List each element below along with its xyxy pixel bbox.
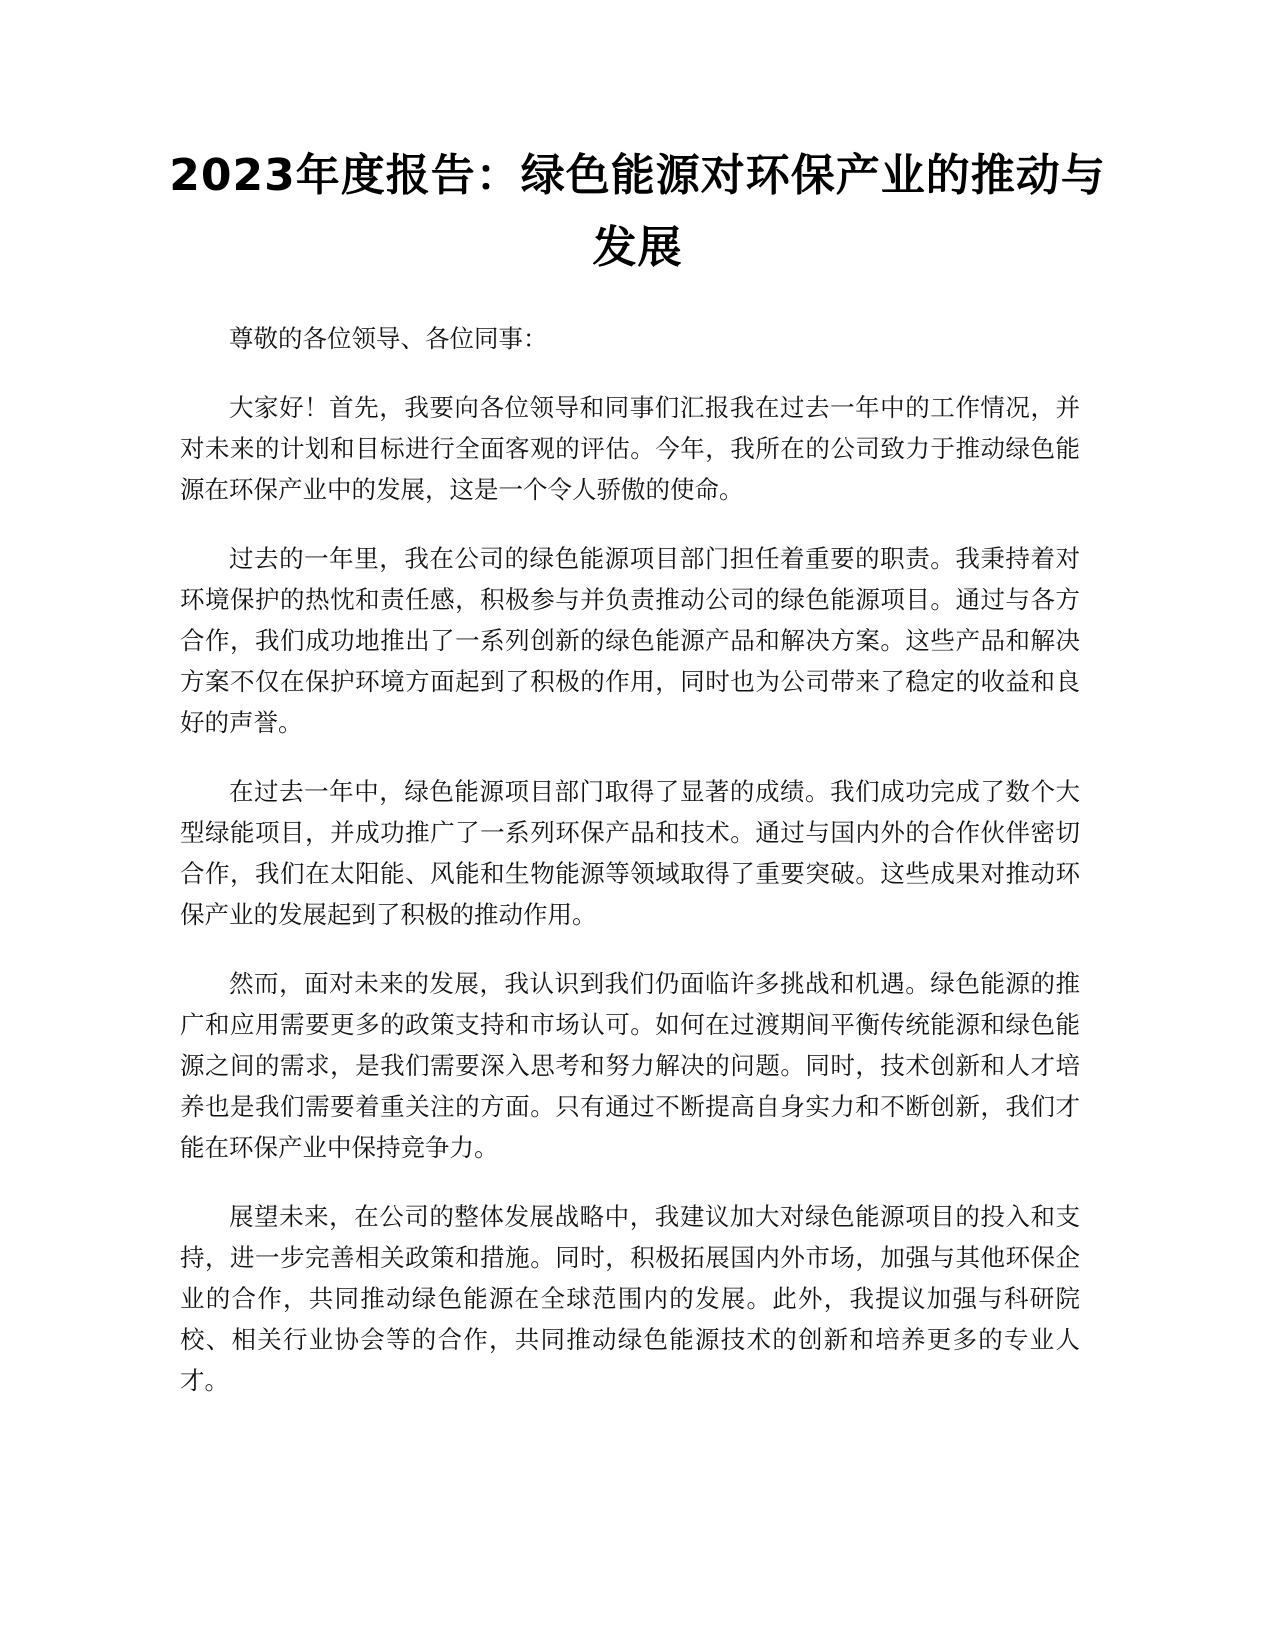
paragraph-5: 展望未来，在公司的整体发展战略中，我建议加大对绿色能源项目的投入和支持，进一步完善相关政策和措施。同时，积极拓展国内外市场，加强与其他环保企业的合作，共同推动绿色能源在全球范围内的发展。此外，我提议加强与科研院校、相关行业协会等的合作，共同推动绿色能源技术的创新和培养更多的专业人才。 — [180, 1202, 1080, 1395]
paragraph-4: 然而，面对未来的发展，我认识到我们仍面临许多挑战和机遇。绿色能源的推广和应用需要更多的政策支持和市场认可。如何在过渡期间平衡传统能源和绿色能源之间的需求，是我们需要深入思考和努力解决的问题。同时，技术创新和人才培养也是我们需要着重关注的方面。只有通过不断提高自身实力和不断创新，我们才能在环保产业中保持竞争力。 — [180, 969, 1080, 1162]
document-body — [180, 318, 1080, 1429]
paragraph-2: 过去的一年里，我在公司的绿色能源项目部门担任着重要的职责。我秉持着对环境保护的热忱和责任感，积极参与并负责推动公司的绿色能源项目。通过与各方合作，我们成功地推出了一系列创新的绿色能源产品和解决方案。这些产品和解决方案不仅在保护环境方面起到了积极的作用，同时也为公司带来了稳定的收益和良好的声誉。 — [180, 544, 1080, 737]
salutation: 尊敬的各位领导、各位同事： — [229, 324, 548, 353]
document-title: 2023年度报告：绿色能源对环保产业的推动与发展 — [169, 150, 1106, 273]
paragraph-1: 大家好！首先，我要向各位领导和同事们汇报我在过去一年中的工作情况，并对未来的计划和目标进行全面客观的评估。今年，我所在的公司致力于推动绿色能源在环保产业中的发展，这是一个令人骄傲的使命。 — [180, 393, 1080, 504]
paragraph-3: 在过去一年中，绿色能源项目部门取得了显著的成绩。我们成功完成了数个大型绿能项目，并成功推广了一系列环保产品和技术。通过与国内外的合作伙伴密切合作，我们在太阳能、风能和生物能源等领域取得了重要突破。这些成果对推动环保产业的发展起到了积极的推动作用。 — [180, 777, 1080, 929]
